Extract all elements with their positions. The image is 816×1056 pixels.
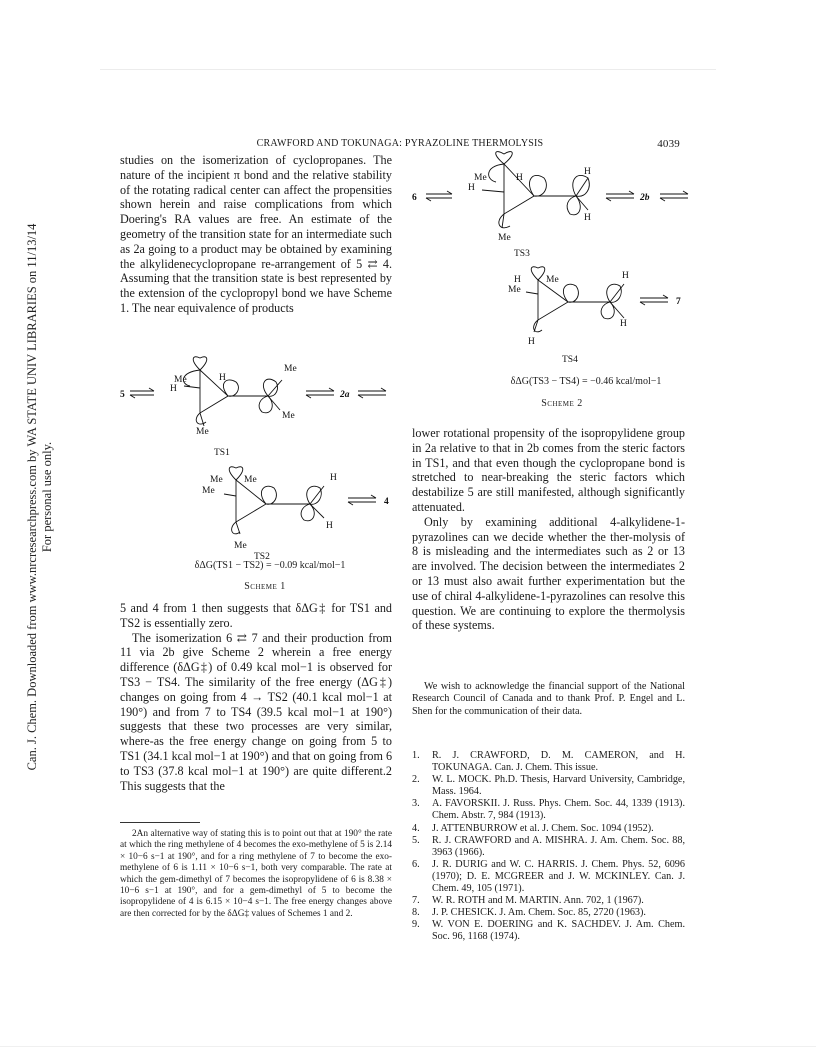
equilibrium-arrow xyxy=(348,495,376,505)
h-label: H xyxy=(584,213,591,223)
h-label: H xyxy=(330,473,337,483)
scan-edge-line xyxy=(100,69,716,70)
reference-item: 3. A. FAVORSKII. J. Russ. Phys. Chem. Soc. 44, 1339 (1913). Chem. Abstr. 7, 984 (1913). xyxy=(412,798,685,822)
h-label: H xyxy=(219,373,226,383)
scheme2-intermediate-2b: 2b xyxy=(640,193,650,203)
scheme1-compound-4: 4 xyxy=(384,497,389,507)
scheme2-compound-7: 7 xyxy=(676,297,681,307)
me-label: Me xyxy=(174,375,187,385)
h-label: H xyxy=(326,521,333,531)
equilibrium-arrow xyxy=(660,191,688,201)
ts2-label: TS2 xyxy=(254,552,270,562)
scan-edge-line-bottom xyxy=(0,1046,816,1047)
me-label: Me xyxy=(546,275,559,285)
h-label: H xyxy=(514,275,521,285)
reference-item: 5. R. J. CRAWFORD and A. MISHRA. J. Am. Chem. Soc. 88, 3963 (1966). xyxy=(412,834,685,858)
me-label: Me xyxy=(508,285,521,295)
ts3-label: TS3 xyxy=(514,249,530,259)
paragraph: The isomerization 6 ⇄ 7 and their production from 11 via 2b give Scheme 2 wherein a free energy difference (δΔG‡) of 0.49 kcal mol−1 is observed for TS3 − TS4. The similarity of the free energy (ΔG‡) changes on going from 4 → TS2 (40.1 kcal mol−1 at 190°) and from 7 to TS4 (39.5 kcal mol−1 at 190°) suggests that these two processes are very similar, where-as the free energy change on going from 5 to TS1 (34.1 kcal mol−1 at 190°) and that on going from 6 to TS3 (37.8 kcal mol−1 at 190°) are quite different.2 This suggests that the xyxy=(120,630,393,793)
page-number: 4039 xyxy=(657,138,680,150)
me-label: Me xyxy=(498,233,511,243)
download-watermark xyxy=(25,187,55,807)
paragraph: Only by examining additional 4-alkylidene-1-pyrazolines can we decide whether the ther-molysis of 8 is misleading and the intermediates such as 2 or 13 are involved. The decision between the intermediates 2 or 13 must also await further experimentation but the use of chiral 4-alkylidene-1-pyrazolines can resolve this question. We are continuing to explore the thermolysis of these systems. xyxy=(412,514,685,633)
acknowledgement-text: We wish to acknowledge the financial support of the National Research Council of Canada and to thank Prof. P. Engel and L. Shen for the communication of their data. xyxy=(412,681,685,717)
scheme2-compound-6: 6 xyxy=(412,193,417,203)
scheme1-delta-equation: δΔG(TS1 − TS2) = −0.09 kcal/mol−1 xyxy=(194,560,346,571)
h-label: H xyxy=(584,167,591,177)
ts2-orbital-structure xyxy=(224,467,324,534)
footnote-text: 2An alternative way of stating this is to point out that at 190° the rate at which the ring methylene of 4 becomes the exo-methylene of 5 is 2.14 × 10−6 s−1 at 190°, and for a ring methylene of 7 to become the exo-methylene of 6 is 1.11 × 10−6 s−1, both very comparable. The rate at which the gem-dimethyl of 7 becomes the isopropylidene of 6 is 8.38 × 10−6 s−1 at 190°, and for a gem-dimethyl of 5 to become the isopropylidene of 4 is 6.15 × 10−4 s−1. The free energy changes above are then corrected for by the δΔG‡ values of Schemes 1 and 2. xyxy=(120,829,392,919)
left-column-bottom xyxy=(120,601,392,793)
h-label: H xyxy=(528,337,535,347)
me-label: Me xyxy=(244,475,257,485)
reference-item: 4. J. ATTENBURROW et al. J. Chem. Soc. 1094 (1952). xyxy=(412,822,654,834)
paragraph: studies on the isomerization of cyclopropanes. The nature of the incipient π bond and the relative stability of the rotating radical center can affect the propensities shown herein and raise complications from which Doering's RA values are free. An estimate of the geometry of the transition state for an intermediate such as 2a going to a product may be obtained by examining the alkylidenecyclopropane re-arrangement of 5 ⇄ 4. Assuming that the transition state is best represented by the extension of the cyclopropyl bond we have Scheme 1. The near equivalence of products xyxy=(120,153,392,315)
footnote-rule xyxy=(120,822,200,823)
me-label: Me xyxy=(474,173,487,183)
reference-item: 7. W. R. ROTH and M. MARTIN. Ann. 702, 1 (1967). xyxy=(412,895,644,907)
reference-item: 1. R. J. CRAWFORD, D. M. CAMERON, and H. TOKUNAGA. Can. J. Chem. This issue. xyxy=(412,750,685,774)
reference-item: 6. J. R. DURIG and W. C. HARRIS. J. Chem. Phys. 52, 6096 (1970); D. E. MCGREER and J. W. MCKINLEY. Can. J. Chem. 49, 105 (1971). xyxy=(412,858,685,895)
h-label: H xyxy=(516,173,523,183)
acknowledgement xyxy=(412,681,685,718)
equilibrium-arrow xyxy=(426,191,452,201)
ts3-orbital-structure xyxy=(482,152,589,228)
download-line: Can. J. Chem. Downloaded from www.nrcresearchpress.com by WA STATE UNIV LIBRARIES on 11/13/14 xyxy=(25,223,39,771)
me-label: Me xyxy=(282,411,295,421)
reference-item: 8. J. P. CHESICK. J. Am. Chem. Soc. 85, 2720 (1963). xyxy=(412,907,646,919)
scheme1-compound-5: 5 xyxy=(120,390,125,400)
equilibrium-arrow xyxy=(358,388,386,398)
left-column-top xyxy=(120,153,392,316)
paragraph: lower rotational propensity of the isopropylidene group in 2a relative to that in 2b comes from the steric factors in TS1, and that even though the cyclopropane bond is stretched to near-breaking the steric factors which destabilize 5 are still manifested, although significantly attenuated. xyxy=(412,426,685,514)
equilibrium-arrow xyxy=(606,191,634,201)
ts1-orbital-structure xyxy=(183,357,282,426)
scheme1-caption: Scheme 1 xyxy=(244,581,286,592)
reference-item: 2. W. L. MOCK. Ph.D. Thesis, Harvard University, Cambridge, Mass. 1964. xyxy=(412,774,685,798)
me-label: Me xyxy=(234,541,247,551)
h-label: H xyxy=(620,319,627,329)
paragraph: 5 and 4 from 1 then suggests that δΔG‡ for TS1 and TS2 is essentially zero. xyxy=(120,601,392,630)
personal-use-line: For personal use only. xyxy=(40,441,54,553)
equilibrium-arrow xyxy=(130,388,154,398)
ts1-label: TS1 xyxy=(214,448,230,458)
right-column-text xyxy=(412,426,685,633)
reference-list xyxy=(412,750,685,944)
scheme1-diagram xyxy=(118,358,398,618)
h-label: H xyxy=(468,183,475,193)
scheme2-caption: Scheme 2 xyxy=(541,398,583,409)
ts4-orbital-structure xyxy=(526,267,624,332)
ts4-label: TS4 xyxy=(562,355,578,365)
me-label: Me xyxy=(202,486,215,496)
equilibrium-arrow xyxy=(640,295,668,305)
scheme1-intermediate-2a: 2a xyxy=(340,390,350,400)
scheme2-delta-equation: δΔG(TS3 − TS4) = −0.46 kcal/mol−1 xyxy=(510,376,662,387)
me-label: Me xyxy=(210,475,223,485)
running-title: CRAWFORD AND TOKUNAGA: PYRAZOLINE THERMOLYSIS xyxy=(256,138,544,149)
h-label: H xyxy=(622,271,629,281)
h-label: H xyxy=(170,384,177,394)
reference-item: 9. W. VON E. DOERING and K. SACHDEV. J. Am. Chem. Soc. 96, 1168 (1974). xyxy=(412,919,685,943)
me-label: Me xyxy=(284,364,297,374)
scheme2-diagram xyxy=(404,152,694,372)
me-label: Me xyxy=(196,427,209,437)
equilibrium-arrow xyxy=(306,388,334,398)
footnote xyxy=(120,822,392,920)
